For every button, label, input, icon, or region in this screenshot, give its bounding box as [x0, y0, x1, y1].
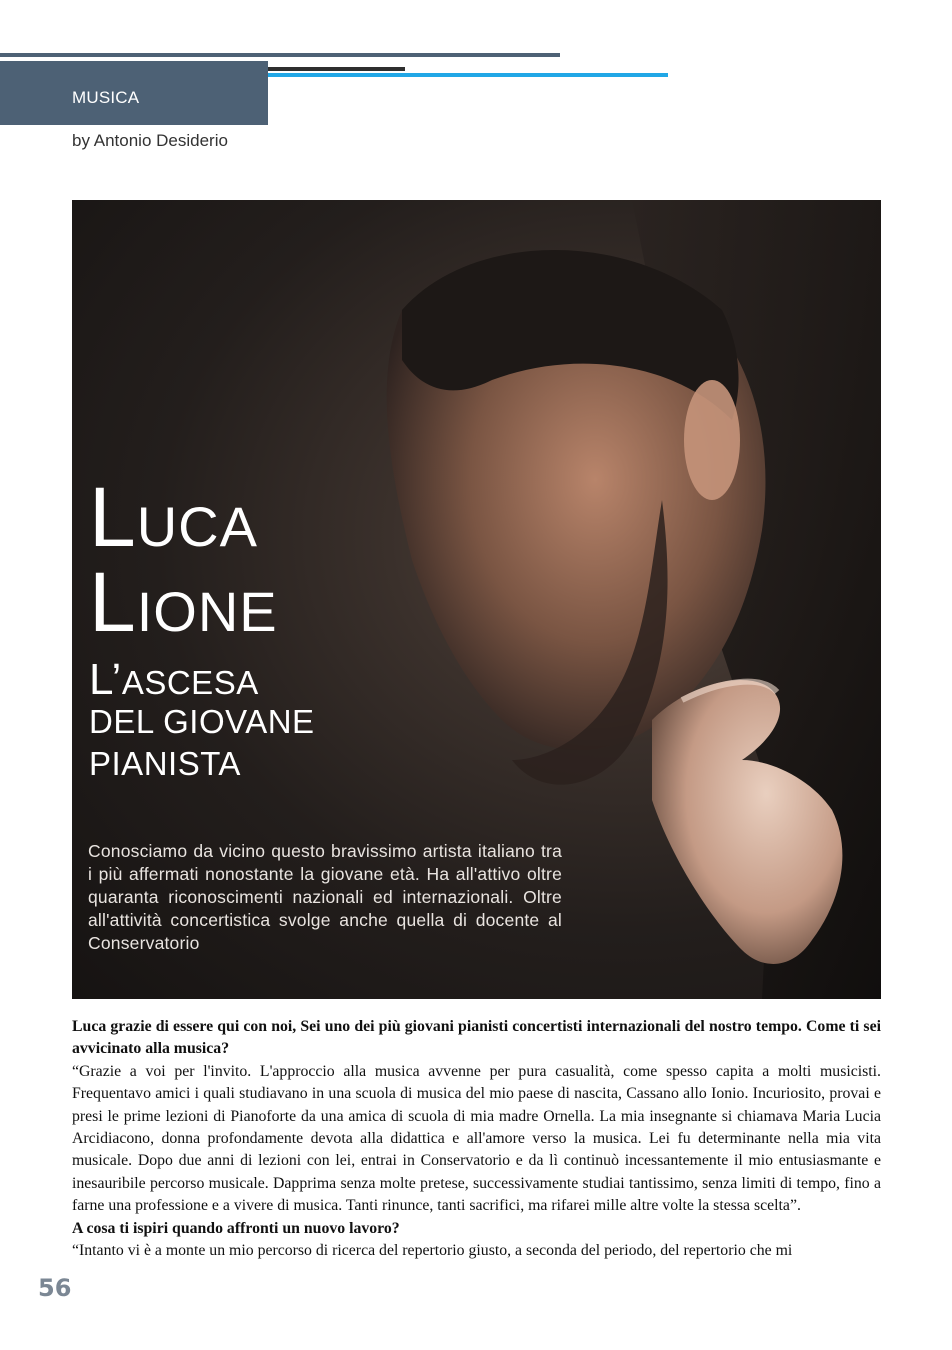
page-number: 56 [38, 1274, 72, 1302]
header-rule-top [0, 53, 560, 57]
subtitle-line-3: PIANISTA [89, 745, 241, 782]
byline: by Antonio Desiderio [72, 131, 228, 150]
subtitle-line-2: DEL GIOVANE [89, 703, 315, 740]
section-label: MUSICA [72, 88, 140, 107]
subtitle-line-1: L’ASCESA [89, 655, 259, 704]
title-line-2: LIONE [89, 555, 278, 649]
intro-paragraph: Conosciamo da vicino questo bravissimo artista italiano tra i più affermati nonostante la giovane età. Ha all'attivo oltre quaranta riconoscimenti nazionali ed internazionali. Oltre all'attività concertistica svolge anche quella di docente al Conservatorio [88, 841, 562, 953]
question-1: Luca grazie di essere qui con noi, Sei uno dei più giovani pianisti concertisti internazionali del nostro tempo. Come ti sei avvicinato alla musica? [72, 1018, 881, 1058]
article-body [72, 1016, 881, 1262]
answer-2: “Intanto vi è a monte un mio percorso di ricerca del repertorio giusto, a seconda del periodo, del repertorio che mi [72, 1242, 793, 1260]
header-rule-blue [268, 73, 668, 77]
question-2: A cosa ti ispiri quando affronti un nuovo lavoro? [72, 1219, 400, 1237]
header-rule-dark [268, 67, 405, 71]
answer-1: “Grazie a voi per l'invito. L'approccio alla musica avvenne per pura casualità, come spesso capita a molti musicisti. Frequentavo amici i quali studiavano in una scuola di musica del mio paese di nascita, Cassano allo Ionio. Incuriosito, provai e presi le prime lezioni di Pianoforte da una amica di scuola di mia madre Ornella. La mia insegnante si chiamava Maria Lucia Arcidiacono, donna profondamente devota alla didattica e all'amore verso la musica. Lei fu determinante nella mia vita musicale. Dopo due anni di lezioni con lei, entrai in Conservatorio e da lì continuò incessantemente il mio entusiasmante e inesauribile percorso musicale. Dapprima senza molte pretese, successivamente studiai tantissimo, senza limiti di tempo, fino a farne una professione e a vivere di musica. Tanti rinunce, tanti sacrifici, ma rifarei mille altre volte la stessa scelta”. [72, 1062, 881, 1215]
title-line-1: LUCA [89, 470, 258, 564]
hero-image [72, 200, 881, 999]
